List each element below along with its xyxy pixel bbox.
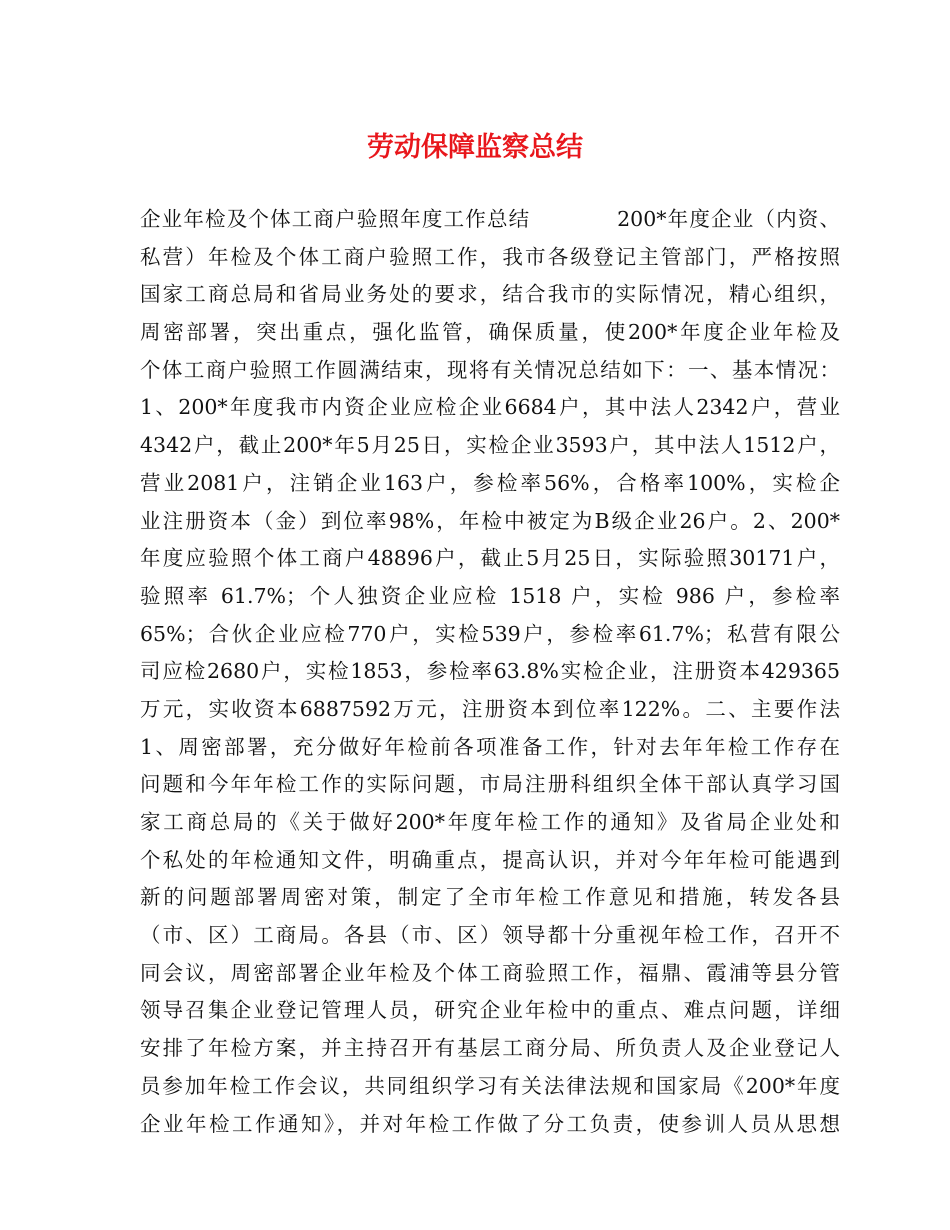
document-title: 劳动保障监察总结 xyxy=(367,132,583,163)
body-line: 年度应验照个体工商户48896户，截止5月25日，实际验照30171户， xyxy=(140,546,840,571)
body-line: 65%；合伙企业应检770户，实检539户，参检率61.7%；私营有限公 xyxy=(140,621,840,646)
body-line: 验照率 61.7%；个人独资企业应检 1518 户，实检 986 户，参检率 xyxy=(140,583,840,608)
document-body xyxy=(140,201,840,1143)
body-line: 员参加年检工作会议，共同组织学习有关法律法规和国家局《200*年度 xyxy=(140,1073,840,1098)
body-line: 个私处的年检通知文件，明确重点，提高认识，并对今年年检可能遇到 xyxy=(140,847,840,872)
body-line: 个体工商户验照工作圆满结束，现将有关情况总结如下：一、基本情况： xyxy=(140,357,840,382)
body-line: 新的问题部署周密对策，制定了全市年检工作意见和措施，转发各县 xyxy=(140,885,840,910)
body-line: 4342户，截止200*年5月25日，实检企业3593户，其中法人1512户， xyxy=(140,433,840,458)
body-line: 周密部署，突出重点，强化监管，确保质量，使200*年度企业年检及 xyxy=(140,320,840,345)
body-line: 领导召集企业登记管理人员，研究企业年检中的重点、难点问题，详细 xyxy=(140,998,840,1023)
body-line: 私营）年检及个体工商户验照工作，我市各级登记主管部门，严格按照 xyxy=(140,244,840,269)
body-line: 同会议，周密部署企业年检及个体工商验照工作，福鼎、霞浦等县分管 xyxy=(140,960,840,985)
body-line: 营业2081户，注销企业163户，参检率56%，合格率100%，实检企 xyxy=(140,470,840,495)
body-line: 1、200*年度我市内资企业应检企业6684户，其中法人2342户，营业 xyxy=(140,395,840,420)
body-line: 家工商总局的《关于做好200*年度年检工作的通知》及省局企业处和 xyxy=(140,810,840,834)
body-line: 安排了年检方案，并主持召开有基层工商分局、所负责人及企业登记人 xyxy=(140,1036,840,1061)
body-line: 企业年检及个体工商户验照年度工作总结 200*年度企业（内资、 xyxy=(140,207,840,231)
body-line: 问题和今年年检工作的实际问题，市局注册科组织全体干部认真学习国 xyxy=(140,772,840,797)
body-line: 万元，实收资本6887592万元，注册资本到位率122%。二、主要作法 xyxy=(140,696,840,721)
body-line: （市、区）工商局。各县（市、区）领导都十分重视年检工作，召开不 xyxy=(140,923,840,948)
body-line: 国家工商总局和省局业务处的要求，结合我市的实际情况，精心组织， xyxy=(140,282,840,307)
body-line: 1、周密部署，充分做好年检前各项准备工作，针对去年年检工作存在 xyxy=(140,734,840,759)
body-line: 企业年检工作通知》，并对年检工作做了分工负责，使参训人员从思想 xyxy=(140,1111,840,1136)
body-line: 业注册资本（金）到位率98%，年检中被定为B级企业26户。2、200* xyxy=(140,508,840,533)
body-line: 司应检2680户，实检1853，参检率63.8%实检企业，注册资本429365 xyxy=(140,659,840,684)
